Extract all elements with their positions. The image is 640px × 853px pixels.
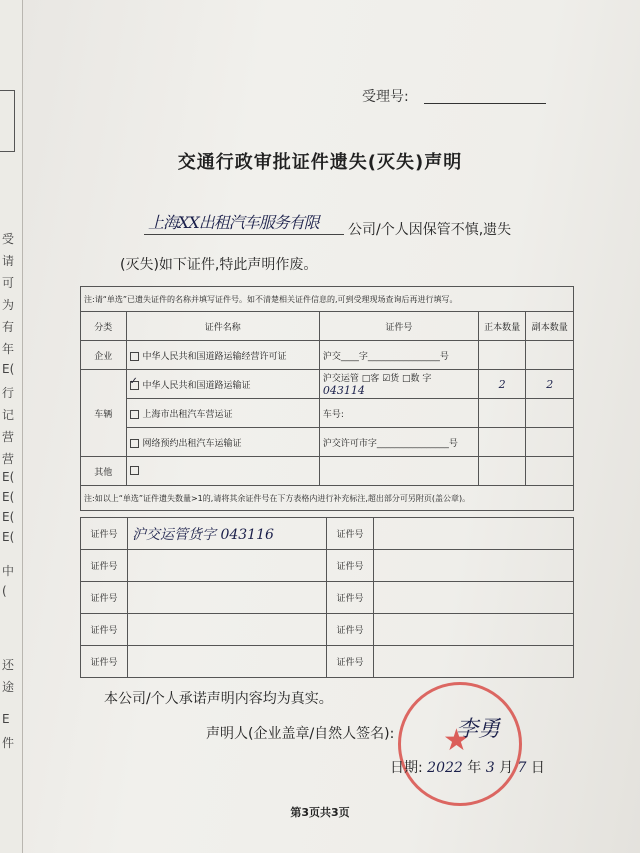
- header-copy-count: 副本数量: [526, 312, 574, 341]
- prev-page-char: E: [2, 712, 10, 726]
- page-title: 交通行政审批证件遗失(灭失)声明: [177, 152, 463, 173]
- cert-value: [128, 614, 327, 646]
- prev-page-char: 行: [2, 386, 15, 400]
- checkbox[interactable]: [130, 466, 139, 475]
- table-row: [81, 428, 574, 457]
- date-month-unit: 月: [499, 760, 514, 776]
- checkbox-checked[interactable]: [130, 381, 139, 390]
- row-copy-count: [526, 457, 574, 486]
- prev-page-char: E(: [2, 470, 15, 484]
- certificate-table: [80, 286, 574, 511]
- company-seal: [398, 682, 522, 806]
- cert-label: 证件号: [327, 614, 374, 646]
- statement-line-1: 公司/个人因保管不慎,遗失: [348, 222, 512, 238]
- checkbox[interactable]: [130, 352, 139, 361]
- date-label: 日期:: [390, 760, 423, 776]
- cert-value: [374, 550, 574, 582]
- prev-page-char: 可: [2, 276, 15, 290]
- table-row: [81, 614, 574, 646]
- cert-value: [128, 582, 327, 614]
- table-row: [81, 457, 574, 486]
- row-cert-name: [126, 457, 319, 486]
- row-cert-number: 沪交____字________________号: [319, 341, 478, 370]
- prev-page-char: E(: [2, 362, 15, 376]
- statement-line-2: (灭失)如下证件,特此声明作废。: [120, 257, 318, 273]
- prev-page-char: 为: [2, 298, 15, 312]
- cert-value: [128, 646, 327, 678]
- date-month: 3: [485, 760, 495, 776]
- receipt-number-label: 受理号:: [362, 89, 409, 105]
- cert-label: 证件号: [327, 550, 374, 582]
- cert-label: 证件号: [327, 518, 374, 550]
- prev-page-char: 年: [2, 342, 15, 356]
- checkbox[interactable]: [130, 439, 139, 448]
- header-cert-name: 证件名称: [126, 312, 319, 341]
- cert-label: 证件号: [81, 550, 128, 582]
- prev-page-char: 请: [2, 254, 15, 268]
- cert-label: 证件号: [81, 614, 128, 646]
- header-original-count: 正本数量: [478, 312, 526, 341]
- row-cert-name: [126, 341, 319, 370]
- seal-star-icon: ★: [443, 723, 470, 758]
- cert-value: [374, 614, 574, 646]
- row-cert-number: [319, 370, 478, 399]
- prev-page-char: 还: [2, 658, 15, 672]
- declarant-label: 声明人(企业盖章/自然人签名):: [206, 726, 395, 742]
- table-row: [81, 518, 574, 550]
- row-cert-number: 车号:: [319, 399, 478, 428]
- cert-value: [374, 518, 574, 550]
- date-day: 7: [517, 760, 527, 776]
- table-row: [81, 646, 574, 678]
- header-category: 分类: [81, 312, 127, 341]
- cert-value: [128, 550, 327, 582]
- row-cert-name: [126, 428, 319, 457]
- prev-page-char: 中: [2, 564, 15, 578]
- prev-page-char: (: [2, 584, 7, 598]
- cert-label: 证件号: [327, 646, 374, 678]
- cert-number-text: 沪交运管 □客 ☑货 □数 字: [322, 374, 432, 384]
- company-name-handwritten: 上海XX出租汽车服务有限: [148, 213, 319, 232]
- table-row: [81, 370, 574, 399]
- row-original-count: 2: [478, 370, 526, 399]
- table-row: [81, 550, 574, 582]
- page-number: 第3页共3页: [290, 806, 350, 819]
- row-copy-count: [526, 428, 574, 457]
- row-cert-number: 沪交许可市字________________号: [319, 428, 478, 457]
- row-original-count: [478, 341, 526, 370]
- prev-page-box: [0, 90, 15, 152]
- prev-page-char: E(: [2, 490, 15, 504]
- table-row: [81, 399, 574, 428]
- prev-page-char: E(: [2, 530, 15, 544]
- row-cert-name: [126, 399, 319, 428]
- prev-page-char: E(: [2, 510, 15, 524]
- row-copy-count: [526, 399, 574, 428]
- row-copy-count: [526, 341, 574, 370]
- cert-name-text: 网络预约出租汽车运输证: [142, 438, 242, 449]
- cert-name-text: 上海市出租汽车营运证: [142, 409, 233, 420]
- extra-cert-table: [80, 517, 574, 678]
- prev-page-char: 件: [2, 736, 15, 750]
- row-cert-name: [126, 370, 319, 399]
- cert-value: [374, 582, 574, 614]
- receipt-number-blank: [424, 103, 546, 104]
- row-original-count: [478, 457, 526, 486]
- cert-name-text: 中华人民共和国道路运输证: [142, 380, 251, 391]
- row-category: 车辆: [81, 370, 127, 457]
- row-category: 企业: [81, 341, 127, 370]
- cert-label: 证件号: [81, 646, 128, 678]
- previous-page-edge: [0, 0, 23, 853]
- row-copy-count: 2: [526, 370, 574, 399]
- prev-page-char: 途: [2, 680, 15, 694]
- cert-number-handwritten: 043114: [322, 384, 365, 397]
- prev-page-char: 营: [2, 430, 15, 444]
- prev-page-char: 有: [2, 320, 15, 334]
- date-line: [390, 757, 545, 777]
- signature-handwritten: 李勇: [456, 717, 501, 742]
- cert-name-text: 中华人民共和国道路运输经营许可证: [142, 351, 287, 362]
- row-category: 其他: [81, 457, 127, 486]
- prev-page-char: 营: [2, 452, 15, 466]
- table-row: [81, 582, 574, 614]
- cert-label: 证件号: [81, 582, 128, 614]
- header-cert-number: 证件号: [319, 312, 478, 341]
- company-name-underline: [144, 234, 344, 235]
- row-cert-number: [319, 457, 478, 486]
- checkbox[interactable]: [130, 410, 139, 419]
- date-year-unit: 年: [467, 760, 482, 776]
- cert-label: 证件号: [327, 582, 374, 614]
- cert-label: 证件号: [81, 518, 128, 550]
- table-note-bottom: 注:如以上“单选”证件遗失数量>1的,请将其余证件号在下方表格内进行补充标注,超出部分可另附页(盖公章)。: [81, 486, 574, 511]
- date-year: 2022: [427, 760, 463, 776]
- cert-value-handwritten: 沪交运管货字 043116: [128, 518, 327, 550]
- row-original-count: [478, 428, 526, 457]
- promise-text: 本公司/个人承诺声明内容均为真实。: [104, 691, 333, 707]
- table-note-top: 注:请“单选”已遗失证件的名称并填写证件号。如不清楚相关证件信息的,可到受理现场查询后再进行填写。: [81, 287, 574, 312]
- prev-page-char: 记: [2, 408, 15, 422]
- prev-page-char: 受: [2, 232, 15, 246]
- row-original-count: [478, 399, 526, 428]
- date-day-unit: 日: [530, 760, 545, 776]
- cert-value: [374, 646, 574, 678]
- table-row: [81, 341, 574, 370]
